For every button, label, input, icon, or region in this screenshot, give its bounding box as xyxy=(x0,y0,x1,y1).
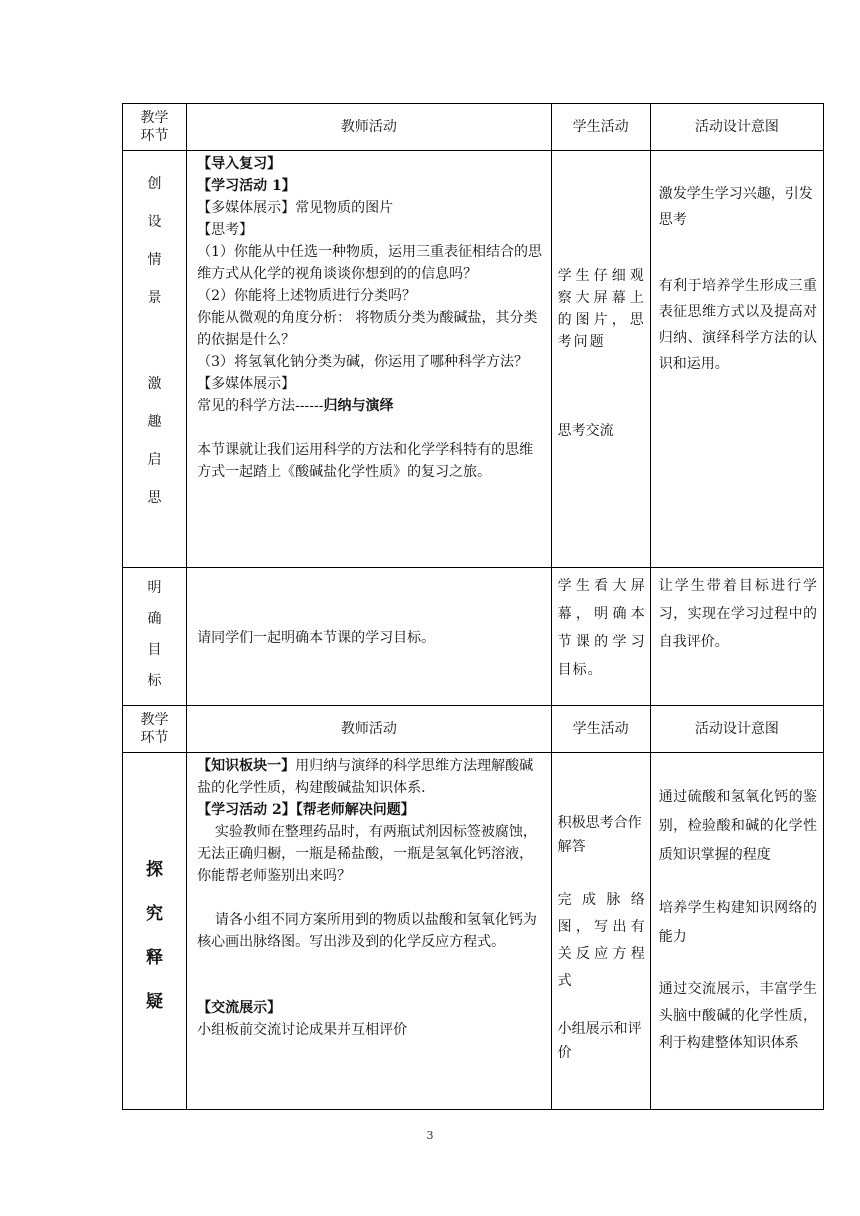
knowledge-block xyxy=(197,755,545,799)
stage-char: 激 xyxy=(147,376,162,392)
intent-network: 培养学生构建知识网络的能力 xyxy=(658,900,817,945)
heading-review: 【导入复习】 xyxy=(197,156,282,172)
student-activity-intro xyxy=(551,151,650,568)
knowledge-block-text: 用归纳与演绎的科学思维方法理解酸碱盐的化学性质，构建酸碱盐知识体系. xyxy=(197,758,534,796)
goals-intent-text: 让学生带着目标进行学习，实现在学习过程中的自我评价。 xyxy=(658,578,817,650)
stage-char: 趣 xyxy=(147,414,162,430)
header-intent: 活动设计意图 xyxy=(650,104,823,151)
header-stage-line2: 环节 xyxy=(140,730,169,746)
page-number: 3 xyxy=(426,1129,434,1142)
multimedia-heading: 【多媒体展示】 xyxy=(197,376,296,392)
question-2: （2）你能将上述物质进行分类吗？ xyxy=(197,288,416,304)
student-activity-goals xyxy=(551,568,650,706)
stage-char: 探 xyxy=(146,860,164,880)
intent-explore xyxy=(650,753,823,1110)
intent-exchange: 通过交流展示，丰富学生头脑中酸碱的化学性质，利于构建整体知识体系 xyxy=(658,981,817,1051)
goals-text: 请同学们一起明确本节课的学习目标。 xyxy=(197,629,436,646)
teacher-activity-intro xyxy=(187,151,552,568)
method-emphasis: 归纳与演绎 xyxy=(323,398,394,414)
knowledge-block-title: 【知识板块一】 xyxy=(197,758,296,774)
stage-char: 究 xyxy=(146,904,164,924)
header-stage xyxy=(123,104,187,151)
lesson-plan-table xyxy=(122,103,824,1110)
section-row-explore xyxy=(123,753,824,1110)
problem-text: 实验教师在整理药品时，有两瓶试剂因标签被腐蚀，无法正确归橱，一瓶是稀盐酸，一瓶是氢氧化钙溶液，你能帮老师鉴别出来吗？ xyxy=(197,824,537,884)
stage-char: 标 xyxy=(147,673,162,689)
heading-activity-1: 【学习活动 1】 xyxy=(197,178,296,194)
stage-char: 情 xyxy=(147,252,162,268)
exchange-text: 小组板前交流讨论成果并互相评价 xyxy=(197,1022,408,1038)
stage-char: 确 xyxy=(147,611,162,627)
question-2b: 你能从微观的角度分析： 将物质分类为酸碱盐，其分类的依据是什么？ xyxy=(197,310,538,348)
question-3: （3）将氢氧化钠分类为碱，你运用了哪种科学方法？ xyxy=(197,354,528,370)
table-header-row-2 xyxy=(123,706,824,753)
stage-char: 疑 xyxy=(146,992,164,1012)
header-teacher: 教师活动 xyxy=(187,706,552,753)
goals-student-text: 学生看大屏幕，明确本节课的学习目标。 xyxy=(557,578,646,678)
stage-char: 创 xyxy=(147,176,162,192)
student-discuss: 思考交流 xyxy=(557,423,614,439)
stage-char: 设 xyxy=(147,214,162,230)
method-line xyxy=(197,395,545,417)
heading-exchange: 【交流展示】 xyxy=(197,1000,282,1016)
multimedia-line: 【多媒体展示】常见物质的图片 xyxy=(197,200,394,216)
student-observe: 学生仔细观察大屏幕上的图片，思考问题 xyxy=(557,268,646,350)
table-header-row xyxy=(123,104,824,151)
intent-identify: 通过硫酸和氢氧化钙的鉴别，检验酸和碱的化学性质知识掌握的程度 xyxy=(658,789,817,863)
student-cooperate: 积极思考合作解答 xyxy=(557,815,642,855)
section-row-intro xyxy=(123,151,824,568)
method-prefix: 常见的科学方法------ xyxy=(197,398,324,414)
header-stage-line2: 环节 xyxy=(140,128,169,144)
question-1: （1）你能从中任选一种物质，运用三重表征相结合的思维方式从化学的视角谈谈你想到的的信息吗？ xyxy=(197,244,542,282)
diagram-task: 请各小组不同方案所用到的物质以盐酸和氢氧化钙为核心画出脉络图。写出涉及到的化学反应方程式。 xyxy=(197,912,537,950)
header-intent: 活动设计意图 xyxy=(650,706,823,753)
header-student: 学生活动 xyxy=(551,104,650,151)
intent-interest: 激发学生学习兴趣，引发思考 xyxy=(658,186,813,228)
stage-char: 目 xyxy=(147,642,162,658)
section-row-goals xyxy=(123,568,824,706)
stage-char: 景 xyxy=(147,290,162,306)
header-stage-line1: 教学 xyxy=(140,712,169,728)
heading-activity-2: 【学习活动 2】【帮老师解决问题】 xyxy=(197,802,415,818)
teacher-activity-goals xyxy=(187,568,552,706)
stage-cell-intro xyxy=(123,151,187,568)
stage-char: 思 xyxy=(147,490,162,506)
intro-paragraph: 本节课就让我们运用科学的方法和化学学科特有的思维方式一起踏上《酸碱盐化学性质》的复习之旅。 xyxy=(197,442,534,480)
intent-intro xyxy=(650,151,823,568)
think-heading: 【思考】 xyxy=(197,222,254,238)
header-stage xyxy=(123,706,187,753)
stage-char: 释 xyxy=(146,948,164,968)
stage-char: 启 xyxy=(147,452,162,468)
intent-goals xyxy=(650,568,823,706)
stage-char: 明 xyxy=(147,580,162,596)
intent-representation: 有利于培养学生形成三重表征思维方式以及提高对归纳、演绎科学方法的认识和运用。 xyxy=(658,278,817,372)
stage-cell-goals xyxy=(123,568,187,706)
header-student: 学生活动 xyxy=(551,706,650,753)
student-present: 小组展示和评价 xyxy=(557,1021,642,1061)
stage-cell-explore xyxy=(123,753,187,1110)
teacher-activity-explore xyxy=(187,753,552,1110)
header-teacher: 教师活动 xyxy=(187,104,552,151)
header-stage-line1: 教学 xyxy=(140,110,169,126)
student-activity-explore xyxy=(551,753,650,1110)
student-diagram: 完成脉络图，写出有关反应方程式 xyxy=(557,892,646,989)
